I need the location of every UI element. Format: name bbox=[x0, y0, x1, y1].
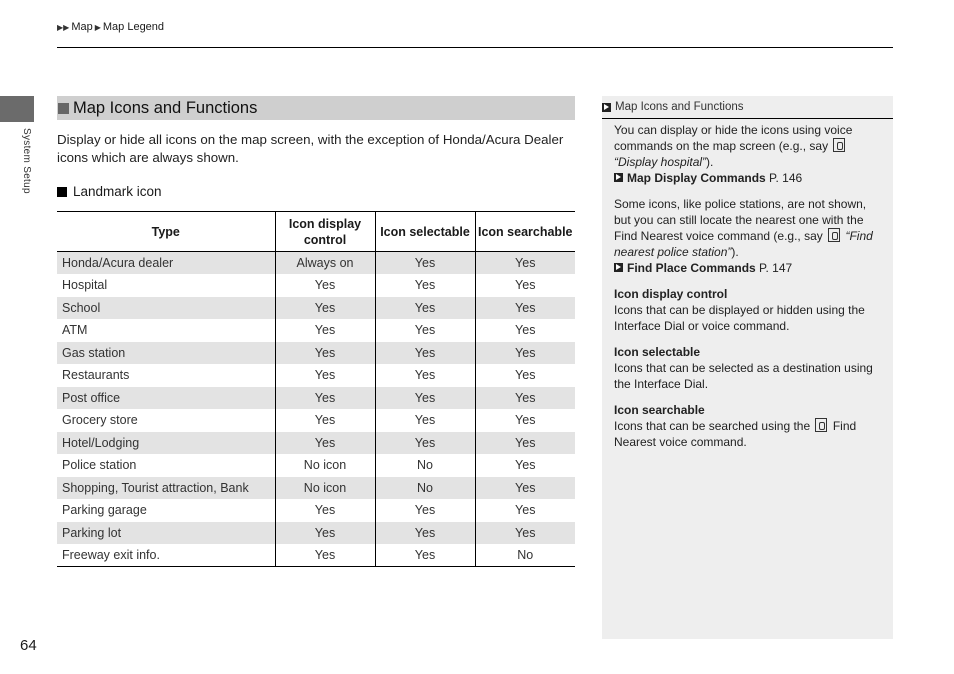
cell-searchable: Yes bbox=[475, 297, 575, 320]
cell-selectable: Yes bbox=[375, 522, 475, 545]
chapter-tab bbox=[0, 96, 34, 122]
sidebar-text: Some icons, like police stations, are not shown, but you can still locate the nearest one with the Find Nearest voice command (e.g., say bbox=[614, 197, 867, 243]
cell-searchable: Yes bbox=[475, 432, 575, 455]
cell-searchable: Yes bbox=[475, 319, 575, 342]
sidebar-heading bbox=[602, 96, 893, 119]
cross-reference-page[interactable]: P. 147 bbox=[759, 261, 793, 275]
cell-searchable: Yes bbox=[475, 252, 575, 275]
cell-display-control: Yes bbox=[275, 522, 375, 545]
cell-display-control: Yes bbox=[275, 432, 375, 455]
cell-searchable: Yes bbox=[475, 454, 575, 477]
column-header-selectable: Icon selectable bbox=[375, 212, 475, 252]
breadcrumb-arrow-icon: ▶▶ bbox=[57, 22, 70, 32]
breadcrumb-item-map-legend[interactable]: Map Legend bbox=[102, 21, 165, 33]
reference-arrow-icon bbox=[614, 263, 623, 272]
cell-display-control: Yes bbox=[275, 274, 375, 297]
cell-type: Freeway exit info. bbox=[57, 544, 275, 567]
reference-arrow-icon bbox=[614, 173, 623, 182]
definition-title: Icon searchable bbox=[614, 403, 705, 417]
cell-selectable: Yes bbox=[375, 274, 475, 297]
cell-searchable: Yes bbox=[475, 499, 575, 522]
voice-command-example: “Display hospital” bbox=[614, 155, 707, 169]
subsection-title: Landmark icon bbox=[73, 184, 162, 199]
cell-selectable: Yes bbox=[375, 544, 475, 567]
table-row bbox=[57, 342, 575, 365]
sidebar-body bbox=[614, 122, 886, 460]
cell-display-control: Yes bbox=[275, 319, 375, 342]
cell-display-control: Yes bbox=[275, 342, 375, 365]
table-row bbox=[57, 252, 575, 275]
section-title: Map Icons and Functions bbox=[73, 98, 258, 117]
breadcrumb-item-map[interactable]: Map bbox=[71, 21, 93, 33]
table-row bbox=[57, 544, 575, 567]
cell-display-control: No icon bbox=[275, 454, 375, 477]
cell-searchable: Yes bbox=[475, 274, 575, 297]
sidebar-paragraph bbox=[614, 196, 886, 276]
cell-display-control: Always on bbox=[275, 252, 375, 275]
voice-command-example: “Find nearest police station” bbox=[614, 229, 873, 259]
cell-selectable: Yes bbox=[375, 342, 475, 365]
table-row bbox=[57, 432, 575, 455]
sidebar-text: ). bbox=[731, 245, 739, 259]
cell-searchable: Yes bbox=[475, 409, 575, 432]
section-square-icon bbox=[58, 103, 69, 114]
cell-type: Shopping, Tourist attraction, Bank bbox=[57, 477, 275, 500]
cross-reference-link[interactable]: Find Place Commands bbox=[627, 261, 756, 275]
definition-text-part: Icons that can be searched using the bbox=[614, 419, 811, 433]
table-row bbox=[57, 477, 575, 500]
talk-button-icon bbox=[815, 418, 827, 432]
cell-type: Restaurants bbox=[62, 368, 130, 383]
cell-display-control: Yes bbox=[275, 409, 375, 432]
table-row bbox=[57, 364, 575, 387]
sidebar-text: ). bbox=[706, 155, 714, 169]
cross-reference-link[interactable]: Map Display Commands bbox=[627, 171, 766, 185]
cell-type: Police station bbox=[62, 458, 137, 473]
table-row bbox=[57, 522, 575, 545]
cell-selectable: Yes bbox=[375, 297, 475, 320]
cell-display-control: Yes bbox=[275, 387, 375, 410]
definition-text-part: Find Nearest voice command. bbox=[614, 419, 857, 449]
cell-searchable: Yes bbox=[475, 522, 575, 545]
definition-title: Icon selectable bbox=[614, 345, 701, 359]
table-row bbox=[57, 297, 575, 320]
subsection-heading bbox=[57, 184, 162, 199]
cell-selectable: Yes bbox=[375, 319, 475, 342]
chapter-label: System Setup bbox=[21, 128, 32, 194]
column-header-searchable: Icon searchable bbox=[475, 212, 575, 252]
cross-reference-page[interactable]: P. 146 bbox=[769, 171, 803, 185]
cell-type: Parking lot bbox=[57, 522, 275, 545]
definition-text: Icons that can be selected as a destination using the Interface Dial. bbox=[614, 361, 873, 391]
section-heading bbox=[57, 96, 575, 120]
cell-selectable: No bbox=[375, 477, 475, 500]
cell-selectable: Yes bbox=[375, 252, 475, 275]
cell-selectable: Yes bbox=[375, 364, 475, 387]
breadcrumb bbox=[57, 21, 164, 33]
table-header-row bbox=[57, 212, 575, 252]
cell-type: Grocery store bbox=[62, 413, 138, 428]
reference-arrow-icon bbox=[602, 103, 611, 112]
sidebar-text: You can display or hide the icons using voice commands on the map screen (e.g., say bbox=[614, 123, 853, 153]
definition-title: Icon display control bbox=[614, 287, 728, 301]
table-row bbox=[57, 499, 575, 522]
cell-display-control: Yes bbox=[275, 544, 375, 567]
cell-selectable: Yes bbox=[375, 387, 475, 410]
header-divider bbox=[57, 47, 893, 48]
cell-searchable: Yes bbox=[475, 387, 575, 410]
cell-selectable: Yes bbox=[375, 409, 475, 432]
cell-display-control: Yes bbox=[275, 297, 375, 320]
table-row bbox=[57, 387, 575, 410]
cell-searchable: No bbox=[475, 544, 575, 567]
cell-searchable: Yes bbox=[475, 364, 575, 387]
cell-selectable: No bbox=[375, 454, 475, 477]
cell-selectable: Yes bbox=[375, 499, 475, 522]
sidebar-paragraph bbox=[614, 122, 886, 186]
talk-button-icon bbox=[828, 228, 840, 242]
cell-type: Gas station bbox=[57, 342, 275, 365]
table-row bbox=[57, 454, 575, 477]
cell-type: School bbox=[57, 297, 275, 320]
cell-display-control: No icon bbox=[275, 477, 375, 500]
cell-selectable: Yes bbox=[375, 432, 475, 455]
column-header-type: Type bbox=[57, 212, 275, 252]
table-row bbox=[57, 409, 575, 432]
definition-searchable bbox=[614, 402, 886, 450]
cell-type: ATM bbox=[62, 323, 88, 338]
cell-type: Parking garage bbox=[62, 503, 147, 518]
page-number: 64 bbox=[20, 637, 37, 654]
definition-selectable bbox=[614, 344, 886, 392]
cell-searchable: Yes bbox=[475, 342, 575, 365]
breadcrumb-arrow-icon: ▶ bbox=[94, 22, 101, 32]
subsection-square-icon bbox=[57, 187, 67, 197]
table-row bbox=[57, 319, 575, 342]
intro-text: Display or hide all icons on the map screen, with the exception of Honda/Acura Dealer icons which are always shown. bbox=[57, 132, 564, 165]
cell-type: Post office bbox=[57, 387, 275, 410]
cell-type: Honda/Acura dealer bbox=[57, 252, 275, 275]
definition-display-control bbox=[614, 286, 886, 334]
table-row bbox=[57, 274, 575, 297]
definition-text bbox=[614, 418, 886, 450]
cell-display-control: Yes bbox=[275, 499, 375, 522]
definition-text: Icons that can be displayed or hidden using the Interface Dial or voice command. bbox=[614, 303, 865, 333]
cell-type: Hospital bbox=[62, 278, 108, 293]
sidebar-heading-text: Map Icons and Functions bbox=[615, 101, 744, 113]
column-header-display-control: Icon display control bbox=[275, 212, 375, 252]
landmark-icon-table bbox=[57, 211, 575, 567]
cell-searchable: Yes bbox=[475, 477, 575, 500]
cell-type: Hotel/Lodging bbox=[57, 432, 275, 455]
talk-button-icon bbox=[833, 138, 845, 152]
cell-display-control: Yes bbox=[275, 364, 375, 387]
